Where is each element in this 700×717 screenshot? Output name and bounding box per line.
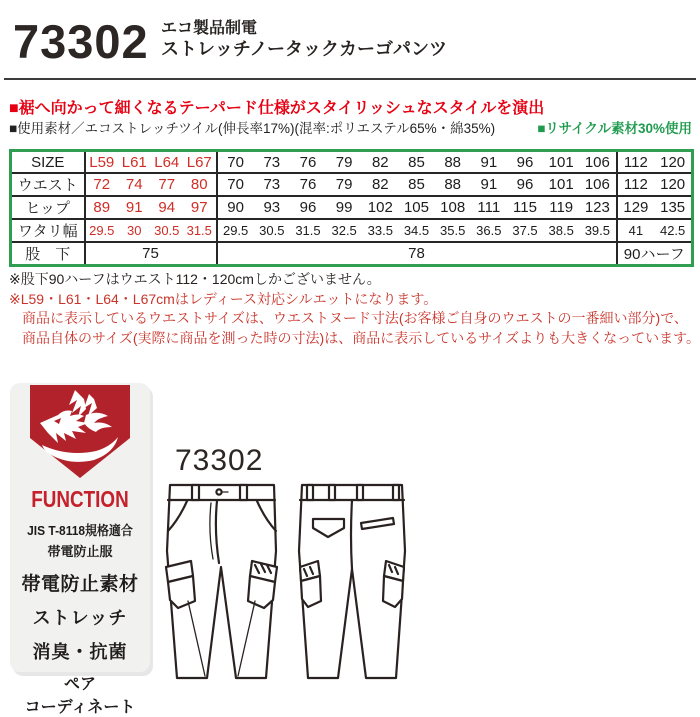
size-table-row (11, 196, 693, 219)
size-value-group: 129 135 (617, 196, 693, 219)
size-table (9, 149, 694, 267)
size-value-group: 72 74 77 80 (85, 173, 217, 196)
size-value-group: 89 91 94 97 (85, 196, 217, 219)
size-value-group: 90ハーフ (617, 242, 693, 266)
size-row-label: ワタリ幅 (11, 219, 85, 242)
function-item-pair: ペア (63, 676, 96, 693)
pants-front-view (166, 485, 277, 678)
size-row-label: 股 下 (11, 242, 85, 266)
page-title-product-code: 73302 (13, 15, 149, 68)
product-name-label: ストレッチノータックカーゴパンツ (161, 38, 448, 59)
size-value-group: 78 (217, 242, 617, 266)
size-table-row (11, 219, 693, 242)
size-value-group: 70 73 76 79 82 85 88 91 96 101 106 (217, 151, 617, 174)
function-title: FUNCTION (31, 486, 129, 512)
note-ladies-sizes: ※L59・L61・L64・L67cmはレディース対応シルエットになります。 (9, 290, 438, 307)
function-item-coordinate: コーディネート (24, 699, 136, 716)
size-value-group: 29.5 30 30.5 31.5 (85, 219, 217, 242)
function-item-stretch: ストレッチ (32, 608, 128, 628)
size-value-group: 29.5 30.5 31.5 32.5 33.5 34.5 35.5 36.5 37.5 38.5 39.5 (217, 219, 617, 242)
pants-back-view (299, 485, 405, 678)
product-subtitle (161, 20, 447, 60)
size-value-group: L59 L61 L64 L67 (85, 151, 217, 174)
size-value-group: 41 42.5 (617, 219, 693, 242)
product-category-label: エコ製品制電 (161, 20, 258, 37)
note-inseam: ※股下90ハーフはウエスト112・120cmしかございません。 (9, 271, 381, 287)
function-item-antistatic-material: 帯電防止素材 (21, 574, 139, 595)
size-table-row (11, 242, 693, 266)
size-value-group: 90 93 96 99 102 105 108 111 115 119 123 (217, 196, 617, 219)
size-value-group: 70 73 76 79 82 85 88 91 96 101 106 (217, 173, 617, 196)
size-table-body (11, 151, 693, 266)
note-waist-measure-1: 商品に表示しているウエストサイズは、ウエストヌード寸法(お客様ご自身のウエストの一番細い部分)で、 (22, 310, 688, 326)
note-waist-measure-2: 商品自体のサイズ(実際に商品を測った時の寸法)は、商品に表示しているサイズよりも大きくなっています。 (22, 329, 700, 346)
function-panel (10, 383, 150, 716)
feature-tagline: ■裾へ向かって細くなるテーパード仕様がスタイリッシュなスタイルを演出 (9, 100, 545, 117)
size-value-group: 75 (85, 242, 217, 266)
dragon-brand-emblem-icon (28, 385, 132, 481)
size-value-group: 112 120 (623, 153, 686, 171)
function-item-antistatic-wear: 帯電防止服 (47, 544, 113, 559)
size-value-group: 112 120 (617, 173, 693, 196)
material-info: ■使用素材／エコストレッチツイル(伸長率17%)(混率:ポリエステル65%・綿35%) (9, 121, 496, 136)
notes-block (9, 270, 700, 348)
function-item-deodorant: 消臭・抗菌 (32, 642, 128, 662)
size-row-label: ヒップ (11, 196, 85, 219)
size-row-label: ウエスト (11, 173, 85, 196)
size-row-label: SIZE (11, 151, 85, 174)
pants-illustration (160, 481, 412, 683)
header-divider (4, 78, 696, 80)
function-item-jis: JIS T-8118規格適合 (27, 523, 133, 538)
size-table-row (11, 173, 693, 196)
illustration-product-code: 73302 (175, 444, 264, 477)
recycle-material-badge: ■リサイクル素材30%使用 (537, 121, 692, 136)
size-table-row (11, 151, 693, 174)
